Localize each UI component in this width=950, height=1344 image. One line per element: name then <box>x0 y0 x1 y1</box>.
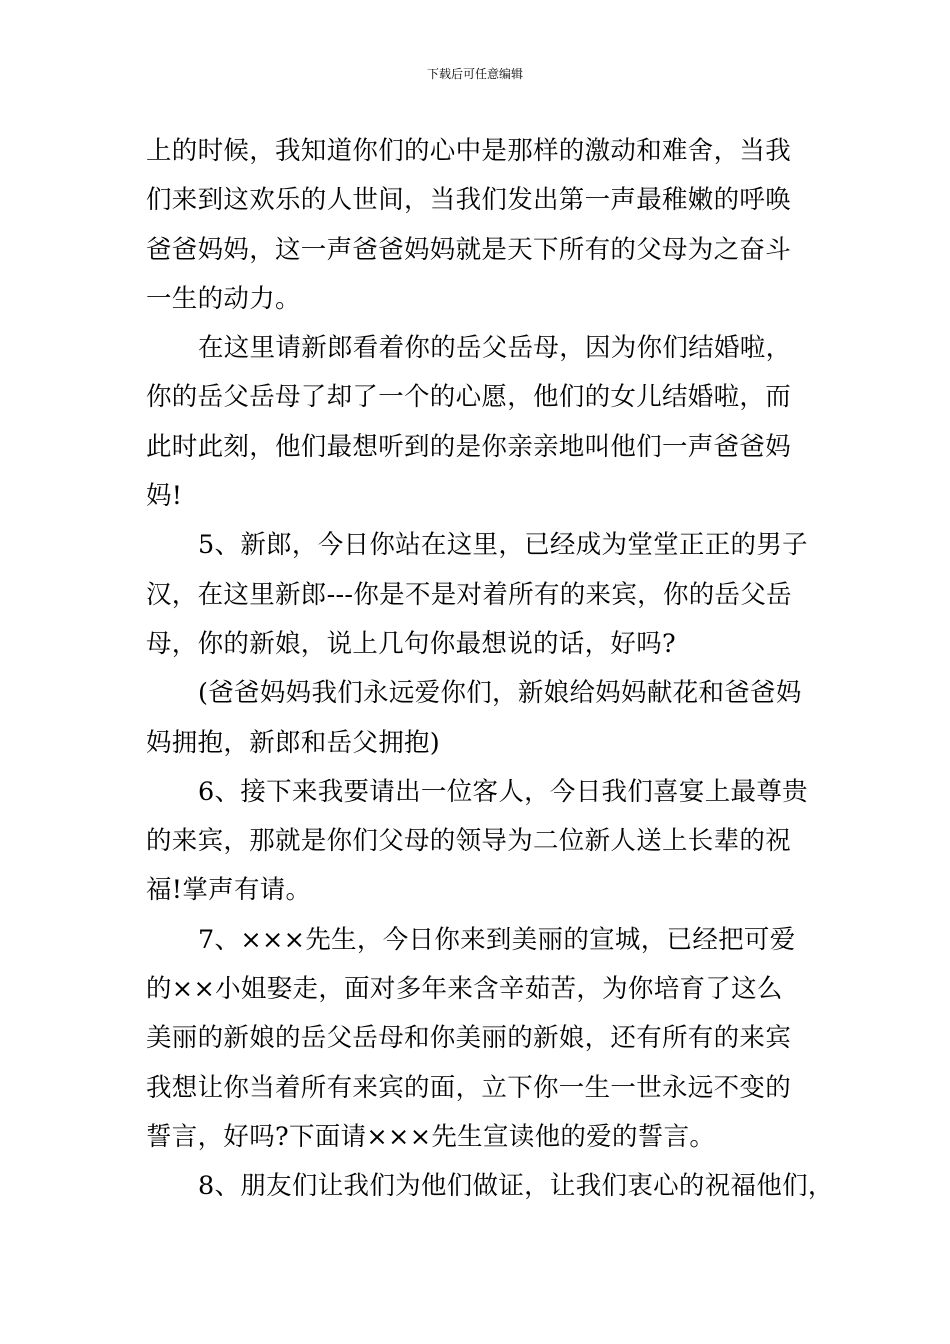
text-line: 妈! <box>146 481 183 512</box>
paragraph <box>146 768 826 916</box>
text-line: 在这里请新郎看着你的岳父岳母，因为你们结婚啦， <box>198 333 792 364</box>
text-line: 福!掌声有请。 <box>146 875 312 906</box>
text-line: 一生的动力。 <box>146 283 301 314</box>
text-line: 汉，在这里新郎---你是不是对着所有的来宾，你的岳父岳 <box>146 579 792 610</box>
text-line: 美丽的新娘的岳父岳母和你美丽的新娘，还有所有的来宾 <box>146 1023 792 1054</box>
text-line: 你的岳父岳母了却了一个的心愿，他们的女儿结婚啦，而 <box>146 382 792 413</box>
paragraph <box>146 127 826 324</box>
paragraph <box>146 1162 834 1211</box>
text-line: 6、接下来我要请出一位客人，今日我们喜宴上最尊贵 <box>198 776 808 807</box>
text-line: 的××小姐娶走，面对多年来含辛茹苦，为你培育了这么 <box>146 974 783 1005</box>
document-body <box>146 127 834 1212</box>
text-line: 上的时候，我知道你们的心中是那样的激动和难舍，当我 <box>146 136 792 166</box>
text-line: 妈拥抱，新郎和岳父拥抱) <box>146 727 441 758</box>
text-line: (爸爸妈妈我们永远爱你们，新娘给妈妈献花和爸爸妈 <box>198 678 802 709</box>
page-header: 下载后可任意编辑 <box>426 67 523 81</box>
text-line: 们来到这欢乐的人世间，当我们发出第一声最稚嫩的呼唤 <box>146 185 792 216</box>
text-line: 母，你的新娘，说上几句你最想说的话，好吗? <box>146 628 676 659</box>
paragraph <box>146 324 826 521</box>
paragraph <box>146 916 826 1162</box>
text-line: 此时此刻，他们最想听到的是你亲亲地叫他们一声爸爸妈 <box>146 431 792 462</box>
paragraph <box>146 669 826 768</box>
text-line: 爸爸妈妈，这一声爸爸妈妈就是天下所有的父母为之奋斗 <box>146 234 792 265</box>
text-line: 我想让你当着所有来宾的面，立下你一生一世永远不变的 <box>146 1072 792 1103</box>
text-line: 8、朋友们让我们为他们做证，让我们衷心的祝福他们， <box>198 1171 834 1202</box>
text-line: 的来宾，那就是你们父母的领导为二位新人送上长辈的祝 <box>146 826 792 857</box>
paragraph <box>146 521 826 669</box>
text-line: 5、新郎，今日你站在这里，已经成为堂堂正正的男子 <box>198 530 808 561</box>
text-line: 7、×××先生，今日你来到美丽的宣城，已经把可爱 <box>198 924 796 955</box>
text-line: 誓言，好吗?下面请×××先生宣读他的爱的誓言。 <box>146 1121 716 1152</box>
